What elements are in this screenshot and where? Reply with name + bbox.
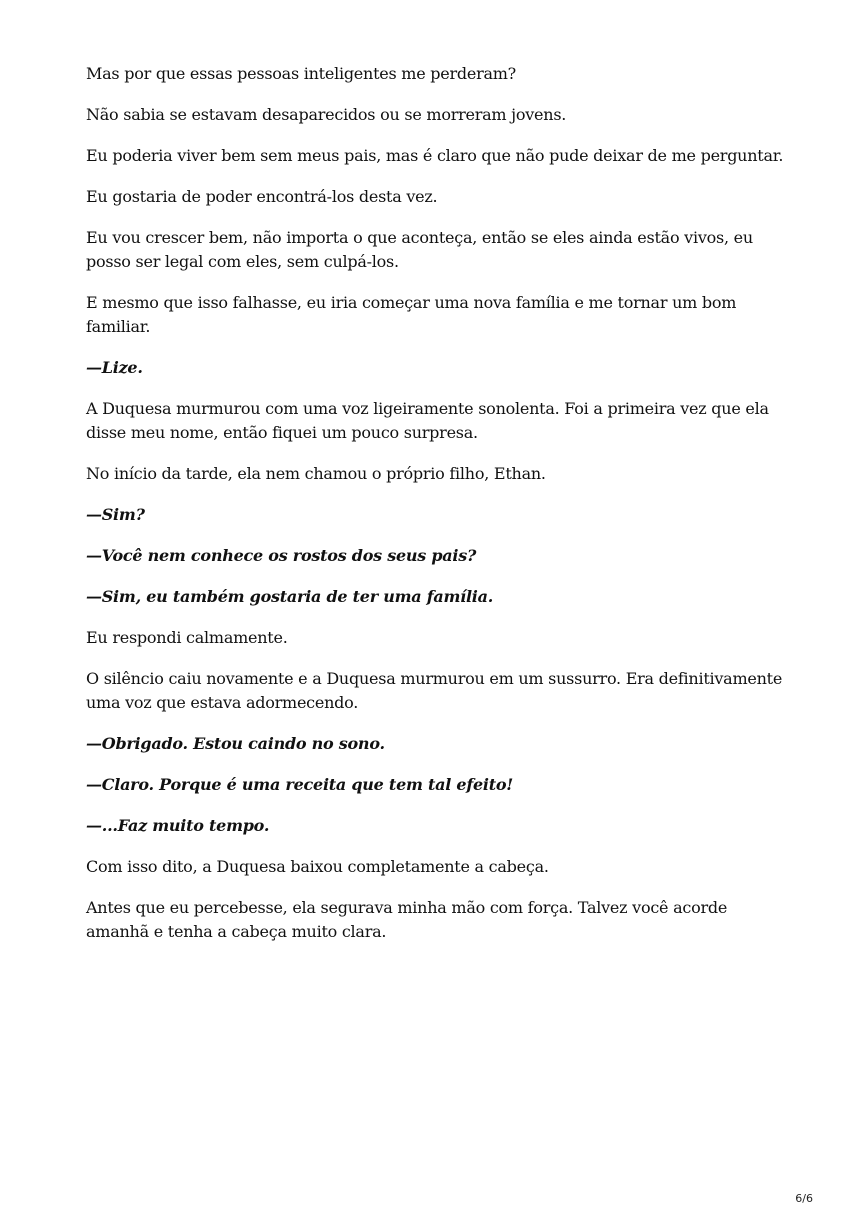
- paragraph: Mas por que essas pessoas inteligentes me perderam?: [86, 64, 517, 83]
- dialogue-line: —Sim?: [86, 505, 145, 524]
- dialogue-line: —Você nem conhece os rostos dos seus pais?: [86, 546, 477, 565]
- dialogue-line: —Claro. Porque é uma receita que tem tal efeito!: [86, 775, 514, 794]
- document-body: [86, 62, 786, 961]
- paragraph: O silêncio caiu novamente e a Duquesa murmurou em um sussurro. Era definitivamente uma voz que estava adormecendo.: [86, 669, 783, 712]
- paragraph: Eu gostaria de poder encontrá-los desta vez.: [86, 187, 438, 206]
- dialogue-line: —Lize.: [86, 358, 143, 377]
- paragraph: E mesmo que isso falhasse, eu iria começar uma nova família e me tornar um bom familiar.: [86, 293, 737, 336]
- paragraph: A Duquesa murmurou com uma voz ligeiramente sonolenta. Foi a primeira vez que ela disse meu nome, então fiquei um pouco surpresa.: [86, 399, 769, 442]
- paragraph: Antes que eu percebesse, ela segurava minha mão com força. Talvez você acorde amanhã e tenha a cabeça muito clara.: [86, 898, 728, 941]
- page-number: 6/6: [795, 1192, 813, 1205]
- paragraph: Com isso dito, a Duquesa baixou completamente a cabeça.: [86, 857, 549, 876]
- dialogue-line: —Obrigado. Estou caindo no sono.: [86, 734, 385, 753]
- paragraph: No início da tarde, ela nem chamou o próprio filho, Ethan.: [86, 464, 546, 483]
- paragraph: Eu vou crescer bem, não importa o que aconteça, então se eles ainda estão vivos, eu posso ser legal com eles, sem culpá-los.: [86, 228, 753, 271]
- paragraph: Não sabia se estavam desaparecidos ou se morreram jovens.: [86, 105, 567, 124]
- dialogue-line: —Sim, eu também gostaria de ter uma família.: [86, 587, 494, 606]
- dialogue-line: —...Faz muito tempo.: [86, 816, 270, 835]
- paragraph: Eu respondi calmamente.: [86, 628, 288, 647]
- paragraph: Eu poderia viver bem sem meus pais, mas é claro que não pude deixar de me perguntar.: [86, 146, 784, 165]
